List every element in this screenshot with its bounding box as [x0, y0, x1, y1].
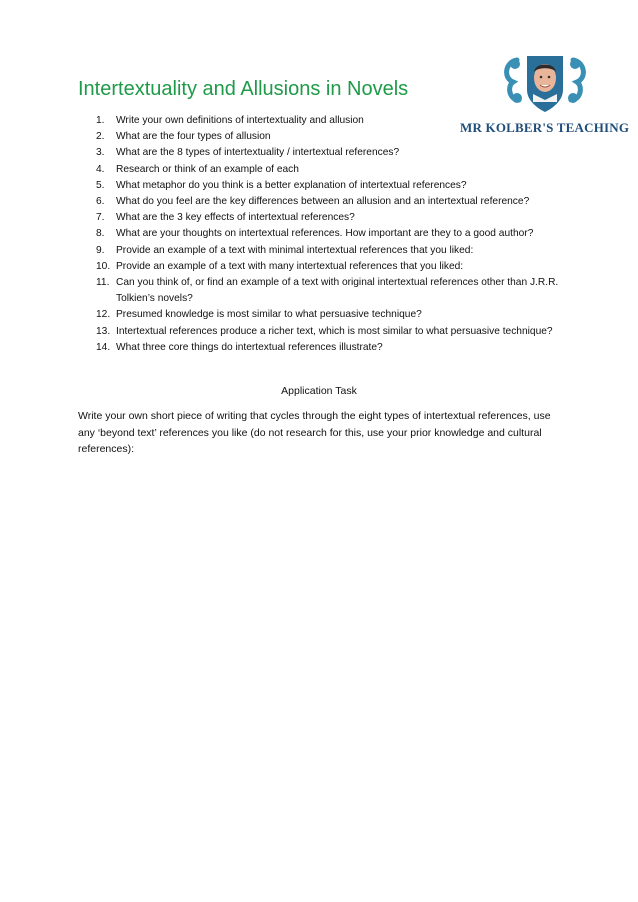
question-text: What are your thoughts on intertextual references. How important are they to a good author?	[116, 228, 534, 240]
question-list	[96, 113, 596, 356]
question-number: 3.	[96, 147, 105, 159]
question-text: Presumed knowledge is most similar to what persuasive technique?	[116, 309, 422, 321]
question-item	[96, 210, 596, 226]
question-item	[96, 113, 596, 129]
question-number: 10.	[96, 260, 111, 272]
question-number: 1.	[96, 115, 105, 126]
question-text: Write your own definitions of intertextuality and allusion	[116, 115, 364, 126]
logo-text: MR KOLBER'S TEACHING	[460, 120, 630, 135]
question-item	[96, 194, 596, 210]
question-text: What are the 8 types of intertextuality / intertextual references?	[116, 147, 400, 159]
question-number: 6.	[96, 196, 105, 208]
question-item	[96, 145, 596, 161]
question-item	[96, 129, 596, 145]
question-item	[96, 162, 596, 178]
question-item	[96, 340, 596, 356]
question-text: Research or think of an example of each	[116, 163, 299, 175]
question-item	[96, 324, 596, 340]
question-item	[96, 178, 596, 194]
question-item	[96, 243, 596, 259]
question-text: What are the 3 key effects of intertextual references?	[116, 212, 355, 224]
question-number: 7.	[96, 212, 105, 224]
question-number: 9.	[96, 244, 105, 256]
question-text: What are the four types of allusion	[116, 131, 271, 143]
question-number: 8.	[96, 228, 105, 240]
question-text: What three core things do intertextual references illustrate?	[116, 341, 383, 353]
question-text: Can you think of, or find an example of a text with original intertextual references other than J.R.R. Tolkien’s novels?	[116, 277, 559, 305]
question-number: 13.	[96, 325, 111, 337]
question-number: 14.	[96, 341, 111, 353]
question-item	[96, 259, 596, 275]
document-title: Intertextuality and Allusions in Novels	[78, 78, 409, 100]
question-text: Provide an example of a text with many intertextual references that you liked:	[116, 260, 464, 272]
question-number: 4.	[96, 163, 105, 175]
question-number: 5.	[96, 179, 105, 191]
question-text: What do you feel are the key differences between an allusion and an intertextual reference?	[116, 196, 530, 208]
application-task-heading: Application Task	[281, 385, 357, 397]
question-number: 2.	[96, 131, 105, 143]
question-number: 12.	[96, 309, 111, 321]
question-item	[96, 307, 596, 323]
question-number: 11.	[96, 277, 110, 289]
question-text: What metaphor do you think is a better explanation of intertextual references?	[116, 179, 467, 191]
question-text: Provide an example of a text with minimal intertextual references that you liked:	[116, 244, 474, 256]
application-task-text: Write your own short piece of writing that cycles through the eight types of intertextual references, use any ‘beyond text’ references you like (do not research for this, use your prior knowledge and cultural references):	[78, 410, 551, 455]
question-item	[96, 275, 596, 307]
question-text: Intertextual references produce a richer text, which is most similar to what persuasive technique?	[116, 325, 553, 337]
question-item	[96, 226, 596, 242]
